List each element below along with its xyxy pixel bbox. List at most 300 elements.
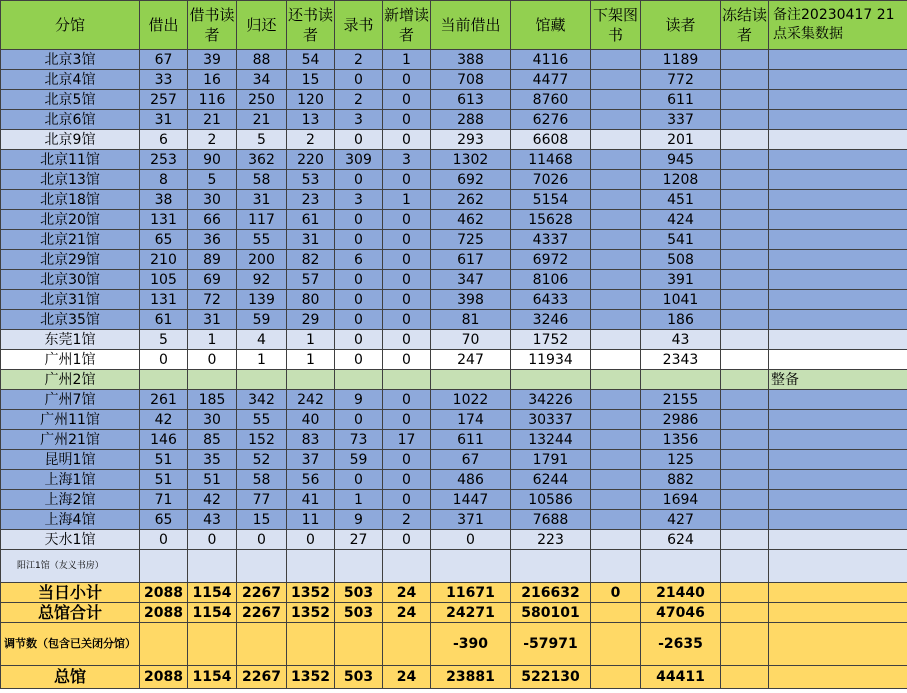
value-cell: 23: [287, 190, 335, 210]
value-cell: 309: [335, 150, 383, 170]
value-cell: 41: [287, 490, 335, 510]
value-cell: 486: [431, 470, 511, 490]
value-cell: 462: [431, 210, 511, 230]
value-cell: 27: [335, 530, 383, 550]
value-cell: [721, 250, 769, 270]
table-row: [1, 110, 907, 130]
value-cell: 88: [237, 50, 287, 70]
value-cell: [721, 150, 769, 170]
value-cell: 945: [641, 150, 721, 170]
branch-name-cell: 广州11馆: [1, 410, 140, 430]
header-cell: 分馆: [1, 1, 140, 50]
value-cell: [591, 110, 641, 130]
value-cell: [721, 50, 769, 70]
value-cell: [721, 583, 769, 603]
value-cell: [721, 290, 769, 310]
value-cell: [591, 130, 641, 150]
value-cell: [721, 110, 769, 130]
note-cell: [769, 603, 907, 623]
value-cell: 0: [383, 490, 431, 510]
value-cell: 80: [287, 290, 335, 310]
value-cell: 337: [641, 110, 721, 130]
value-cell: 57: [287, 270, 335, 290]
value-cell: 1791: [511, 450, 591, 470]
value-cell: 342: [237, 390, 287, 410]
value-cell: 3: [383, 150, 431, 170]
value-cell: 1352: [287, 603, 335, 623]
value-cell: [591, 550, 641, 583]
header-cell: 馆藏: [511, 1, 591, 50]
table-row: [1, 430, 907, 450]
value-cell: [591, 623, 641, 666]
value-cell: 24: [383, 583, 431, 603]
table-row: [1, 330, 907, 350]
value-cell: [721, 350, 769, 370]
value-cell: 11: [287, 510, 335, 530]
branch-name-cell: 天水1馆: [1, 530, 140, 550]
value-cell: 31: [237, 190, 287, 210]
value-cell: 541: [641, 230, 721, 250]
value-cell: 17: [383, 430, 431, 450]
header-cell: 还书读者: [287, 1, 335, 50]
table-row: [1, 310, 907, 330]
value-cell: 0: [383, 450, 431, 470]
table-row: [1, 450, 907, 470]
value-cell: 6244: [511, 470, 591, 490]
branch-name-cell: 北京5馆: [1, 90, 140, 110]
value-cell: 8: [140, 170, 188, 190]
value-cell: 139: [237, 290, 287, 310]
value-cell: 58: [237, 470, 287, 490]
value-cell: [721, 410, 769, 430]
value-cell: 0: [383, 130, 431, 150]
header-cell: 借出: [140, 1, 188, 50]
value-cell: 77: [237, 490, 287, 510]
note-cell: [769, 50, 907, 70]
table-row: [1, 50, 907, 70]
table-body: [1, 1, 907, 689]
value-cell: 1: [287, 330, 335, 350]
table-row: [1, 490, 907, 510]
value-cell: 0: [335, 410, 383, 430]
value-cell: 611: [641, 90, 721, 110]
value-cell: 38: [140, 190, 188, 210]
value-cell: 0: [383, 410, 431, 430]
value-cell: 424: [641, 210, 721, 230]
value-cell: [721, 550, 769, 583]
value-cell: 0: [237, 530, 287, 550]
value-cell: [721, 470, 769, 490]
value-cell: [591, 150, 641, 170]
value-cell: 146: [140, 430, 188, 450]
value-cell: 131: [140, 210, 188, 230]
value-cell: 772: [641, 70, 721, 90]
value-cell: 2: [383, 510, 431, 530]
value-cell: 0: [188, 350, 237, 370]
value-cell: 388: [431, 50, 511, 70]
value-cell: 30: [188, 190, 237, 210]
value-cell: 1154: [188, 603, 237, 623]
note-cell: [769, 230, 907, 250]
value-cell: [591, 390, 641, 410]
value-cell: 0: [383, 350, 431, 370]
value-cell: 708: [431, 70, 511, 90]
value-cell: 15: [237, 510, 287, 530]
value-cell: 2088: [140, 603, 188, 623]
value-cell: 5154: [511, 190, 591, 210]
note-cell: [769, 666, 907, 689]
branch-name-cell: 调节数（包含已关闭分馆）: [1, 623, 140, 666]
note-cell: [769, 70, 907, 90]
value-cell: 2267: [237, 583, 287, 603]
branch-name-cell: 广州21馆: [1, 430, 140, 450]
value-cell: 11934: [511, 350, 591, 370]
value-cell: 3: [335, 190, 383, 210]
value-cell: 9: [335, 390, 383, 410]
value-cell: 0: [335, 230, 383, 250]
value-cell: 0: [335, 350, 383, 370]
value-cell: 6433: [511, 290, 591, 310]
value-cell: 185: [188, 390, 237, 410]
value-cell: [591, 490, 641, 510]
value-cell: 43: [641, 330, 721, 350]
value-cell: 0: [140, 530, 188, 550]
value-cell: 16: [188, 70, 237, 90]
value-cell: [591, 470, 641, 490]
value-cell: 201: [641, 130, 721, 150]
value-cell: 131: [140, 290, 188, 310]
value-cell: [591, 410, 641, 430]
value-cell: 2: [188, 130, 237, 150]
value-cell: 61: [140, 310, 188, 330]
header-cell: 下架图书: [591, 1, 641, 50]
value-cell: 0: [431, 530, 511, 550]
note-cell: [769, 623, 907, 666]
value-cell: 1: [287, 350, 335, 370]
value-cell: 36: [188, 230, 237, 250]
value-cell: 37: [287, 450, 335, 470]
branch-name-cell: 北京4馆: [1, 70, 140, 90]
value-cell: 1208: [641, 170, 721, 190]
value-cell: 73: [335, 430, 383, 450]
value-cell: 0: [383, 330, 431, 350]
value-cell: 1: [335, 490, 383, 510]
value-cell: [721, 70, 769, 90]
value-cell: 31: [188, 310, 237, 330]
value-cell: [721, 390, 769, 410]
value-cell: 55: [237, 230, 287, 250]
branch-name-cell: 广州2馆: [1, 370, 140, 390]
value-cell: -2635: [641, 623, 721, 666]
value-cell: 23881: [431, 666, 511, 689]
branch-name-cell: 北京20馆: [1, 210, 140, 230]
value-cell: [591, 290, 641, 310]
value-cell: 611: [431, 430, 511, 450]
value-cell: 0: [383, 170, 431, 190]
value-cell: -390: [431, 623, 511, 666]
value-cell: 51: [140, 470, 188, 490]
value-cell: 40: [287, 410, 335, 430]
value-cell: 6: [140, 130, 188, 150]
value-cell: 427: [641, 510, 721, 530]
value-cell: 47046: [641, 603, 721, 623]
value-cell: 398: [431, 290, 511, 310]
value-cell: [721, 510, 769, 530]
value-cell: 250: [237, 90, 287, 110]
value-cell: [721, 623, 769, 666]
value-cell: 0: [335, 310, 383, 330]
value-cell: [721, 90, 769, 110]
value-cell: 9: [335, 510, 383, 530]
value-cell: [591, 190, 641, 210]
note-cell: [769, 583, 907, 603]
value-cell: 0: [335, 470, 383, 490]
value-cell: [140, 370, 188, 390]
table-row: [1, 390, 907, 410]
value-cell: 15628: [511, 210, 591, 230]
note-cell: [769, 390, 907, 410]
value-cell: 72: [188, 290, 237, 310]
value-cell: [591, 50, 641, 70]
value-cell: [641, 550, 721, 583]
value-cell: 116: [188, 90, 237, 110]
branch-name-cell: 北京11馆: [1, 150, 140, 170]
table-row: [1, 190, 907, 210]
value-cell: 0: [383, 470, 431, 490]
value-cell: 42: [188, 490, 237, 510]
branch-name-cell: 北京6馆: [1, 110, 140, 130]
value-cell: 5: [188, 170, 237, 190]
note-cell: [769, 410, 907, 430]
branch-name-cell: 上海2馆: [1, 490, 140, 510]
value-cell: 29: [287, 310, 335, 330]
value-cell: 125: [641, 450, 721, 470]
value-cell: 1447: [431, 490, 511, 510]
value-cell: 6608: [511, 130, 591, 150]
value-cell: 21: [237, 110, 287, 130]
value-cell: 4: [237, 330, 287, 350]
value-cell: 1: [188, 330, 237, 350]
value-cell: 1352: [287, 666, 335, 689]
value-cell: 21: [188, 110, 237, 130]
branch-name-cell: 北京3馆: [1, 50, 140, 70]
value-cell: [383, 550, 431, 583]
branch-name-cell: 广州7馆: [1, 390, 140, 410]
value-cell: [287, 370, 335, 390]
value-cell: 30337: [511, 410, 591, 430]
value-cell: [591, 370, 641, 390]
value-cell: 216632: [511, 583, 591, 603]
table-row: [1, 550, 907, 583]
table-row: [1, 250, 907, 270]
value-cell: [591, 230, 641, 250]
table-row: [1, 530, 907, 550]
value-cell: [431, 550, 511, 583]
value-cell: 0: [383, 70, 431, 90]
value-cell: [140, 623, 188, 666]
value-cell: [591, 603, 641, 623]
note-cell: [769, 470, 907, 490]
value-cell: 30: [188, 410, 237, 430]
summary-row: [1, 603, 907, 623]
value-cell: 81: [431, 310, 511, 330]
header-cell: 当前借出: [431, 1, 511, 50]
value-cell: 0: [335, 70, 383, 90]
value-cell: [287, 550, 335, 583]
note-cell: [769, 550, 907, 583]
header-cell: 新增读者: [383, 1, 431, 50]
branch-name-cell: 总馆合计: [1, 603, 140, 623]
header-cell: 归还: [237, 1, 287, 50]
value-cell: 253: [140, 150, 188, 170]
value-cell: 1189: [641, 50, 721, 70]
note-cell: [769, 90, 907, 110]
value-cell: 83: [287, 430, 335, 450]
value-cell: 89: [188, 250, 237, 270]
table-row: [1, 370, 907, 390]
value-cell: [237, 370, 287, 390]
value-cell: 692: [431, 170, 511, 190]
value-cell: 1752: [511, 330, 591, 350]
value-cell: [721, 190, 769, 210]
table-row: [1, 230, 907, 250]
value-cell: 347: [431, 270, 511, 290]
value-cell: 92: [237, 270, 287, 290]
note-cell: [769, 330, 907, 350]
value-cell: [383, 370, 431, 390]
note-cell: 整备: [769, 370, 907, 390]
value-cell: [721, 430, 769, 450]
value-cell: 247: [431, 350, 511, 370]
value-cell: 1356: [641, 430, 721, 450]
value-cell: [140, 550, 188, 583]
note-cell: [769, 130, 907, 150]
value-cell: 0: [383, 310, 431, 330]
value-cell: [188, 370, 237, 390]
value-cell: [335, 550, 383, 583]
value-cell: 0: [335, 170, 383, 190]
branch-name-cell: 当日小计: [1, 583, 140, 603]
value-cell: 34: [237, 70, 287, 90]
note-cell: [769, 290, 907, 310]
branch-name-cell: 上海4馆: [1, 510, 140, 530]
table-row: [1, 410, 907, 430]
value-cell: 61: [287, 210, 335, 230]
branch-name-cell: 总馆: [1, 666, 140, 689]
value-cell: [721, 170, 769, 190]
value-cell: 0: [383, 290, 431, 310]
value-cell: 220: [287, 150, 335, 170]
header-cell: 备注20230417 21点采集数据: [769, 1, 907, 50]
value-cell: 39: [188, 50, 237, 70]
value-cell: [721, 310, 769, 330]
value-cell: [237, 623, 287, 666]
value-cell: 1: [237, 350, 287, 370]
value-cell: [335, 370, 383, 390]
value-cell: 288: [431, 110, 511, 130]
note-cell: [769, 490, 907, 510]
value-cell: [591, 70, 641, 90]
value-cell: 6276: [511, 110, 591, 130]
value-cell: 58: [237, 170, 287, 190]
value-cell: 70: [431, 330, 511, 350]
value-cell: 51: [140, 450, 188, 470]
value-cell: 7688: [511, 510, 591, 530]
value-cell: 10586: [511, 490, 591, 510]
table-row: [1, 70, 907, 90]
value-cell: 1022: [431, 390, 511, 410]
value-cell: 15: [287, 70, 335, 90]
value-cell: [335, 623, 383, 666]
value-cell: [591, 170, 641, 190]
value-cell: [188, 623, 237, 666]
value-cell: 508: [641, 250, 721, 270]
value-cell: 503: [335, 603, 383, 623]
table-row: [1, 290, 907, 310]
value-cell: [721, 370, 769, 390]
value-cell: 4477: [511, 70, 591, 90]
value-cell: 0: [188, 530, 237, 550]
value-cell: 35: [188, 450, 237, 470]
value-cell: 0: [335, 270, 383, 290]
value-cell: 105: [140, 270, 188, 290]
note-cell: [769, 350, 907, 370]
value-cell: 1694: [641, 490, 721, 510]
value-cell: 617: [431, 250, 511, 270]
value-cell: 5: [237, 130, 287, 150]
value-cell: 624: [641, 530, 721, 550]
value-cell: [721, 270, 769, 290]
value-cell: 725: [431, 230, 511, 250]
value-cell: 210: [140, 250, 188, 270]
value-cell: 44411: [641, 666, 721, 689]
value-cell: 2: [335, 50, 383, 70]
value-cell: 1154: [188, 583, 237, 603]
value-cell: 4116: [511, 50, 591, 70]
table-row: [1, 270, 907, 290]
value-cell: 59: [237, 310, 287, 330]
branch-name-cell: 广州1馆: [1, 350, 140, 370]
value-cell: 362: [237, 150, 287, 170]
value-cell: 117: [237, 210, 287, 230]
value-cell: [591, 330, 641, 350]
note-cell: [769, 170, 907, 190]
summary-row: [1, 623, 907, 666]
value-cell: 2155: [641, 390, 721, 410]
table-row: [1, 90, 907, 110]
value-cell: 71: [140, 490, 188, 510]
value-cell: [431, 370, 511, 390]
value-cell: 59: [335, 450, 383, 470]
branch-name-cell: 昆明1馆: [1, 450, 140, 470]
table-row: [1, 350, 907, 370]
header-row: [1, 1, 907, 50]
value-cell: [721, 130, 769, 150]
value-cell: [511, 550, 591, 583]
value-cell: 53: [287, 170, 335, 190]
value-cell: 0: [383, 230, 431, 250]
value-cell: [721, 530, 769, 550]
value-cell: 0: [335, 130, 383, 150]
note-cell: [769, 210, 907, 230]
value-cell: [591, 510, 641, 530]
value-cell: [287, 623, 335, 666]
value-cell: 54: [287, 50, 335, 70]
value-cell: 152: [237, 430, 287, 450]
value-cell: 882: [641, 470, 721, 490]
value-cell: 2088: [140, 666, 188, 689]
value-cell: [721, 490, 769, 510]
